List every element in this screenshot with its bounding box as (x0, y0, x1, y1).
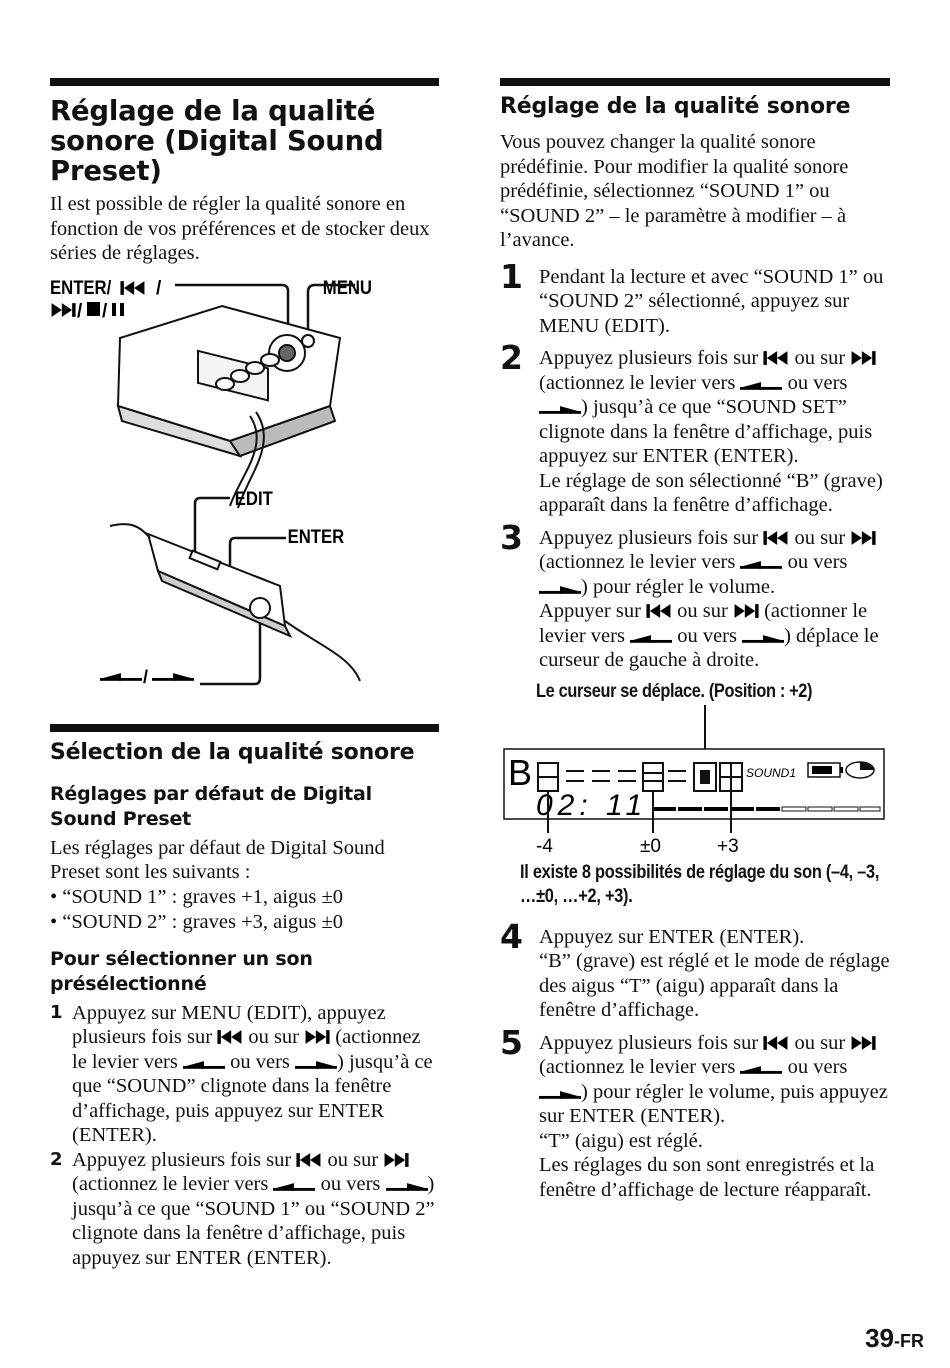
lcd-zero: ±0 (640, 835, 661, 855)
section-title: Sélection de la qualité sonore (50, 739, 415, 765)
step-text: (actionnez le levier vers (539, 1056, 736, 1078)
step-number: 5 (500, 1022, 523, 1062)
right-title: Réglage de la qualité sonore (500, 94, 851, 119)
next-icon (850, 1035, 876, 1051)
step-text: ou vers (787, 371, 848, 394)
label-stop-icon (87, 302, 100, 316)
step-text: ou sur (794, 347, 846, 369)
md-player (118, 306, 340, 508)
page-number-suffix: -FR (894, 1331, 924, 1351)
step-text: ) pour régler le volume. (581, 575, 776, 598)
lcd-minus4: -4 (536, 835, 553, 855)
step-text: (actionnez le levier vers (539, 371, 736, 394)
lever-left-icon (740, 1065, 782, 1075)
step-text: ou sur (327, 1148, 379, 1171)
prev-icon (646, 603, 672, 619)
lever-left-icon (630, 634, 672, 644)
lever-left-icon (183, 1060, 225, 1070)
step-1 (500, 256, 890, 339)
lcd-display (500, 705, 890, 855)
page-number (865, 1323, 924, 1354)
prev-icon (763, 1035, 789, 1051)
select-heading: Pour sélectionner un son présélectionné (50, 947, 313, 995)
lever-right-icon (386, 1182, 428, 1192)
device-figure (50, 276, 439, 706)
step-text: ou sur (794, 526, 846, 549)
step-5-note-1: “T” (aigu) est réglé. (539, 1129, 703, 1152)
prev-icon (763, 350, 789, 366)
step-text: Appuyez sur ENTER (ENTER). (539, 925, 805, 948)
step-text: ou vers (787, 551, 848, 573)
bullet-sound1: • “SOUND 1” : graves +1, aigus ±0 (50, 885, 344, 908)
intro-text: Il est possible de régler la qualité sonore en fonction de vos préférences et de stocker deux séries de réglages. (50, 193, 430, 264)
page-number-value: 39 (865, 1323, 894, 1353)
step-text: ) jusqu’à ce que “SOUND 1” ou “SOUND 2” clignote dans la fenêtre d’affichage, puis appuyez sur ENTER (ENTER). (72, 1173, 435, 1269)
label-edit: EDIT (234, 487, 273, 509)
left-top-rule (50, 78, 439, 86)
next-icon (733, 603, 759, 619)
next-icon (850, 530, 876, 546)
lever-label-icons (100, 667, 194, 687)
label-enter: ENTER (287, 525, 345, 547)
possibilities-caption: Il existe 8 possibilités de réglage du son (–4, –3, …±0, …+2, +3). (520, 861, 880, 907)
right-top-rule (500, 78, 890, 86)
label-slash2: / (77, 300, 83, 322)
step-text: (actionnez le levier vers (72, 1173, 269, 1195)
step-text: ) jusqu’à ce que “SOUND SET” clignote dans la fenêtre d’affichage, puis appuyez sur ENTER (ENTER). (539, 396, 873, 467)
bullet-sound2: • “SOUND 2” : graves +3, aigus ±0 (50, 910, 344, 933)
step-number: 1 (500, 256, 523, 296)
prev-icon (763, 530, 789, 546)
label-menu: MENU (322, 276, 372, 298)
step-4 (500, 916, 890, 1023)
label-next-icon (52, 303, 76, 317)
step-text: ou vers (787, 1056, 848, 1078)
step-text: ) déplace le curseur de gauche à droite. (539, 624, 879, 671)
lever-right-icon (295, 1060, 337, 1070)
step-text: ou vers (320, 1173, 381, 1195)
step-2-note: Le réglage de son sélectionné “B” (grave) apparaît dans la fenêtre d’affichage. (539, 469, 883, 516)
left-mid-rule (50, 724, 439, 732)
step-3-note (539, 599, 890, 673)
lcd-figure (500, 681, 890, 861)
lcd-b: B (508, 751, 533, 793)
step-5 (500, 1022, 890, 1203)
step-number: 2 (500, 338, 523, 377)
label-enter-controls: ENTER/ (50, 276, 112, 298)
lever-left-icon (740, 381, 782, 391)
lever-right-icon (539, 1090, 581, 1100)
step-4-note: “B” (grave) est réglé et le mode de réglage des aigus “T” (aigu) apparaît dans la fenêtre d’affichage. (539, 950, 890, 1021)
svg-text:/: / (143, 666, 149, 687)
lever-right-icon (539, 405, 581, 415)
prev-icon (217, 1029, 243, 1045)
select-step-1 (50, 1001, 439, 1148)
defaults-heading: Réglages par défaut de Digital Sound Preset (50, 782, 372, 830)
step-text: ou sur (677, 600, 728, 622)
next-icon (383, 1152, 409, 1168)
right-column (500, 78, 890, 1202)
step-text: (actionnez le levier vers (72, 1026, 421, 1073)
lever-right-icon (539, 585, 581, 595)
step-text: ) pour régler le volume, puis appuyez sur ENTER (ENTER). (539, 1080, 888, 1127)
next-icon (850, 350, 876, 366)
step-text: Appuyez sur MENU (EDIT), appuyez plusieurs fois sur (72, 1001, 386, 1048)
step-text: Appuyez plusieurs fois sur (539, 526, 759, 549)
step-5-note-2: Les réglages du son sont enregistrés et la fenêtre d’affichage de lecture réapparaît. (539, 1154, 875, 1201)
step-text: Appuyez plusieurs fois sur (539, 1031, 759, 1054)
step-text: Pendant la lecture et avec “SOUND 1” ou “SOUND 2” sélectionné, appuyez sur MENU (EDIT). (539, 265, 884, 337)
step-text: (actionner le levier vers (539, 600, 868, 647)
label-pause-icon (112, 303, 124, 316)
step-number: 3 (500, 517, 523, 557)
main-title: Réglage de la qualité sonore (Digital Sound Preset) (50, 95, 384, 187)
step-text: ) jusqu’à ce que “SOUND” clignote dans la fenêtre d’affichage, puis appuyez sur ENTER (ENTER). (72, 1050, 433, 1146)
remote-control (110, 524, 360, 681)
lcd-time: 02: 11 (536, 788, 648, 822)
prev-icon (296, 1152, 322, 1168)
select-step-2 (50, 1148, 439, 1271)
lever-left-icon (740, 560, 782, 570)
cursor-caption: Le curseur se déplace. (Position : +2) (536, 680, 813, 702)
next-icon (304, 1029, 330, 1045)
step-number: 1 (50, 1001, 63, 1023)
lever-right-icon (742, 634, 784, 644)
step-text: ou vers (230, 1050, 290, 1073)
step-text: ou sur (794, 1031, 846, 1054)
left-column (50, 78, 439, 1270)
right-intro: Vous pouvez changer la qualité sonore prédéfinie. Pour modifier la qualité sonore prédéfinie, sélectionnez “SOUND 1” ou “SOUND 2” – le paramètre à modifier – à l’avance. (500, 131, 849, 251)
label-enter-prev-icon (120, 281, 144, 295)
step-3 (500, 517, 890, 673)
step-number: 4 (500, 916, 523, 956)
step-number: 2 (50, 1148, 63, 1170)
lever-left-icon (273, 1182, 315, 1192)
label-slash3: / (102, 300, 108, 322)
step-text: ou vers (677, 624, 737, 647)
defaults-text: Les réglages par défaut de Digital Sound Preset sont les suivants : (50, 836, 385, 883)
lcd-plus3: +3 (717, 835, 739, 855)
step-text: Appuyez plusieurs fois sur (539, 347, 759, 369)
lcd-sound-label: SOUND1 (746, 765, 797, 780)
label-slash: / (156, 277, 162, 299)
step-text: Appuyez plusieurs fois sur (72, 1148, 292, 1171)
step-text: Appuyer sur (539, 600, 641, 622)
step-text: ou sur (248, 1026, 300, 1048)
step-text: (actionnez le levier vers (539, 551, 736, 573)
step-2 (500, 338, 890, 518)
select-steps (50, 1001, 439, 1271)
